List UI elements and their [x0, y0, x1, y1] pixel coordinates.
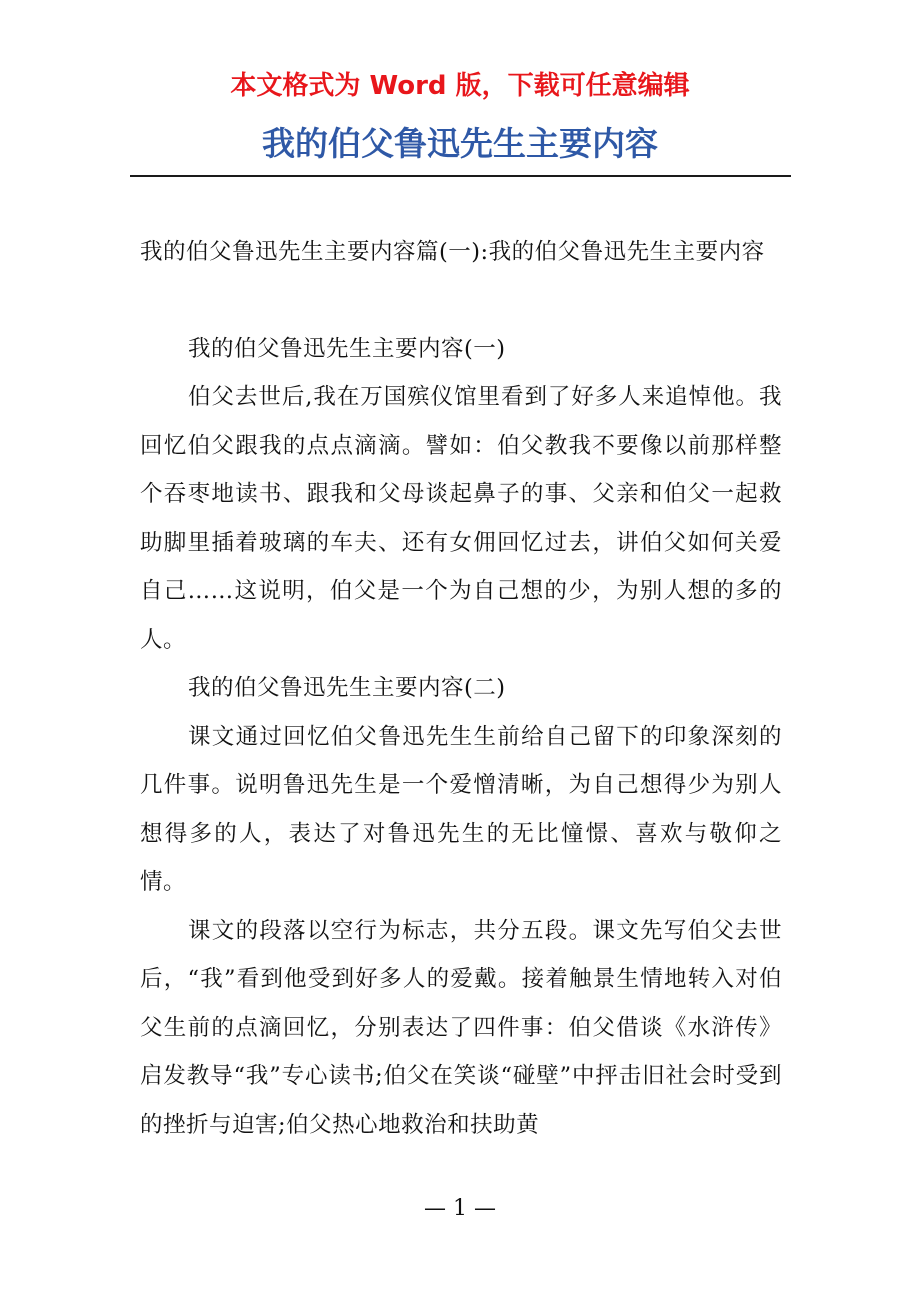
format-notice: 本文格式为 Word 版，下载可任意编辑 — [230, 71, 690, 101]
section-heading: 我的伯父鲁迅先生主要内容篇(一):我的伯父鲁迅先生主要内容 — [140, 239, 765, 265]
body-paragraph: 伯父去世后,我在万国殡仪馆里看到了好多人来追悼他。我回忆伯父跟我的点点滴滴。譬如：伯父教我不要像以前那样整个吞枣地读书、跟我和父母谈起鼻子的事、父亲和伯父一起救助脚里插着玻璃的车夫、还有女佣回忆过去，讲伯父如何关爱自己……这说明，伯父是一个为自己想的少，为别人想的多的人。 — [140, 384, 782, 653]
body-paragraph: 课文通过回忆伯父鲁迅先生生前给自己留下的印象深刻的几件事。说明鲁迅先生是一个爱憎清晰，为自己想得少为别人想得多的人，表达了对鲁迅先生的无比憧憬、喜欢与敬仰之情。 — [140, 723, 782, 895]
subsection-heading-1: 我的伯父鲁迅先生主要内容(一) — [188, 335, 506, 362]
body-paragraph: 课文的段落以空行为标志，共分五段。课文先写伯父去世后，“我”看到他受到好多人的爱戴。接着触景生情地转入对伯父生前的点滴回忆，分别表达了四件事：伯父借谈《水浒传》启发教导“我”专心读书;伯父在笑谈“碰壁”中抨击旧社会时受到的挫折与迫害;伯父热心地救治和扶助黄 — [140, 917, 782, 1138]
document-title: 我的伯父鲁迅先生主要内容 — [262, 124, 658, 163]
document-body — [140, 228, 782, 1149]
subsection-heading-2: 我的伯父鲁迅先生主要内容(二) — [188, 675, 506, 701]
title-divider — [130, 175, 791, 177]
page-number: — 1 — — [424, 1196, 496, 1221]
